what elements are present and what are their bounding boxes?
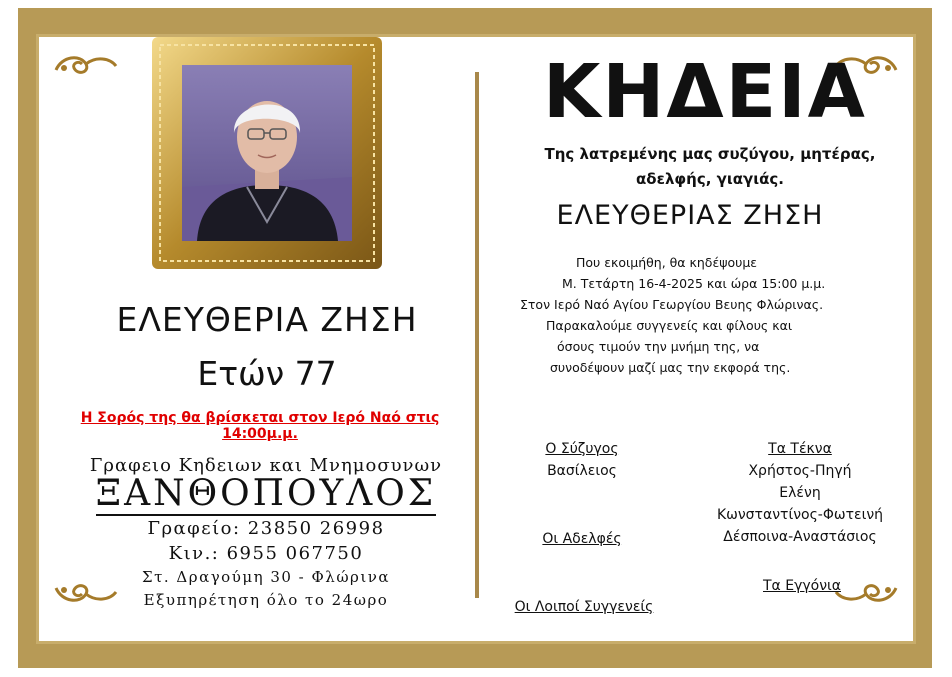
office-phone: Γραφείο: 23850 26998: [147, 518, 385, 539]
spouse-name: Βασίλειος: [547, 463, 617, 479]
intro-line: Της λατρεμένης μας συζύγου, μητέρας,: [544, 145, 876, 163]
funeral-office-subtitle: Γραφειο Κηδειων και Μνημοσυνων: [89, 455, 443, 476]
other-relatives-heading: Οι Λοιποί Συγγενείς: [514, 599, 654, 615]
children-heading: Τα Τέκνα: [768, 441, 832, 457]
spouse-block: [520, 438, 644, 482]
child-name: Δέσποινα-Αναστάσιος: [723, 529, 877, 545]
children-block: [700, 438, 900, 548]
child-name: Ελένη: [779, 485, 821, 501]
funeral-office-block: [60, 455, 472, 612]
deceased-name-left: ΕΛΕΥΘΕΡΙΑ ΖΗΣΗ: [116, 300, 418, 339]
funeral-office-brand: ΞΑΝΘΟΠΟΥΛΟΣ: [95, 473, 437, 514]
details-line: Στον Ιερό Ναό Αγίου Γεωργίου Βευης Φλώρινας.: [520, 297, 824, 312]
funeral-details: [500, 252, 900, 378]
details-line: Μ. Τετάρτη 16-4-2025 και ώρα 15:00 μ.μ.: [562, 276, 826, 291]
notice-title: ΚΗΔΕΙΑ: [543, 49, 867, 135]
details-line: όσους τιμούν την μνήμη της, να: [557, 339, 760, 354]
spouse-heading: Ο Σύζυγος: [545, 441, 619, 457]
flourish-ornament-icon: [52, 52, 118, 78]
mobile-phone: Κιν.: 6955 067750: [168, 543, 364, 564]
siblings-heading: Οι Αδελφές: [542, 531, 622, 547]
deceased-name-right: ΕΛΕΥΘΕΡΙΑΣ ΖΗΣΗ: [556, 200, 824, 231]
details-line: συνοδέψουν μαζί μας την εκφορά της.: [550, 360, 791, 375]
details-line: Παρακαλούμε συγγενείς και φίλους και: [546, 318, 793, 333]
intro-text: [510, 142, 910, 192]
child-name: Κωνσταντίνος-Φωτεινή: [716, 507, 884, 523]
intro-line: αδελφής, γιαγιάς.: [635, 170, 784, 188]
child-name: Χρήστος-Πηγή: [748, 463, 852, 479]
service-hours: Εξυπηρέτηση όλο το 24ωρο: [143, 591, 389, 609]
age-label: Ετών 77: [197, 354, 337, 393]
wake-note: Η Σορός της θα βρίσκεται στον Ιερό Ναό στις 14:00μ.μ.: [80, 410, 440, 442]
center-divider: [475, 72, 479, 598]
office-address: Στ. Δραγούμη 30 - Φλώρινα: [141, 568, 390, 586]
grandchildren-heading: Τα Εγγόνια: [763, 578, 841, 594]
details-line: Που εκοιμήθη, θα κηδέψουμε: [576, 255, 758, 270]
portrait-photo: [152, 37, 382, 269]
